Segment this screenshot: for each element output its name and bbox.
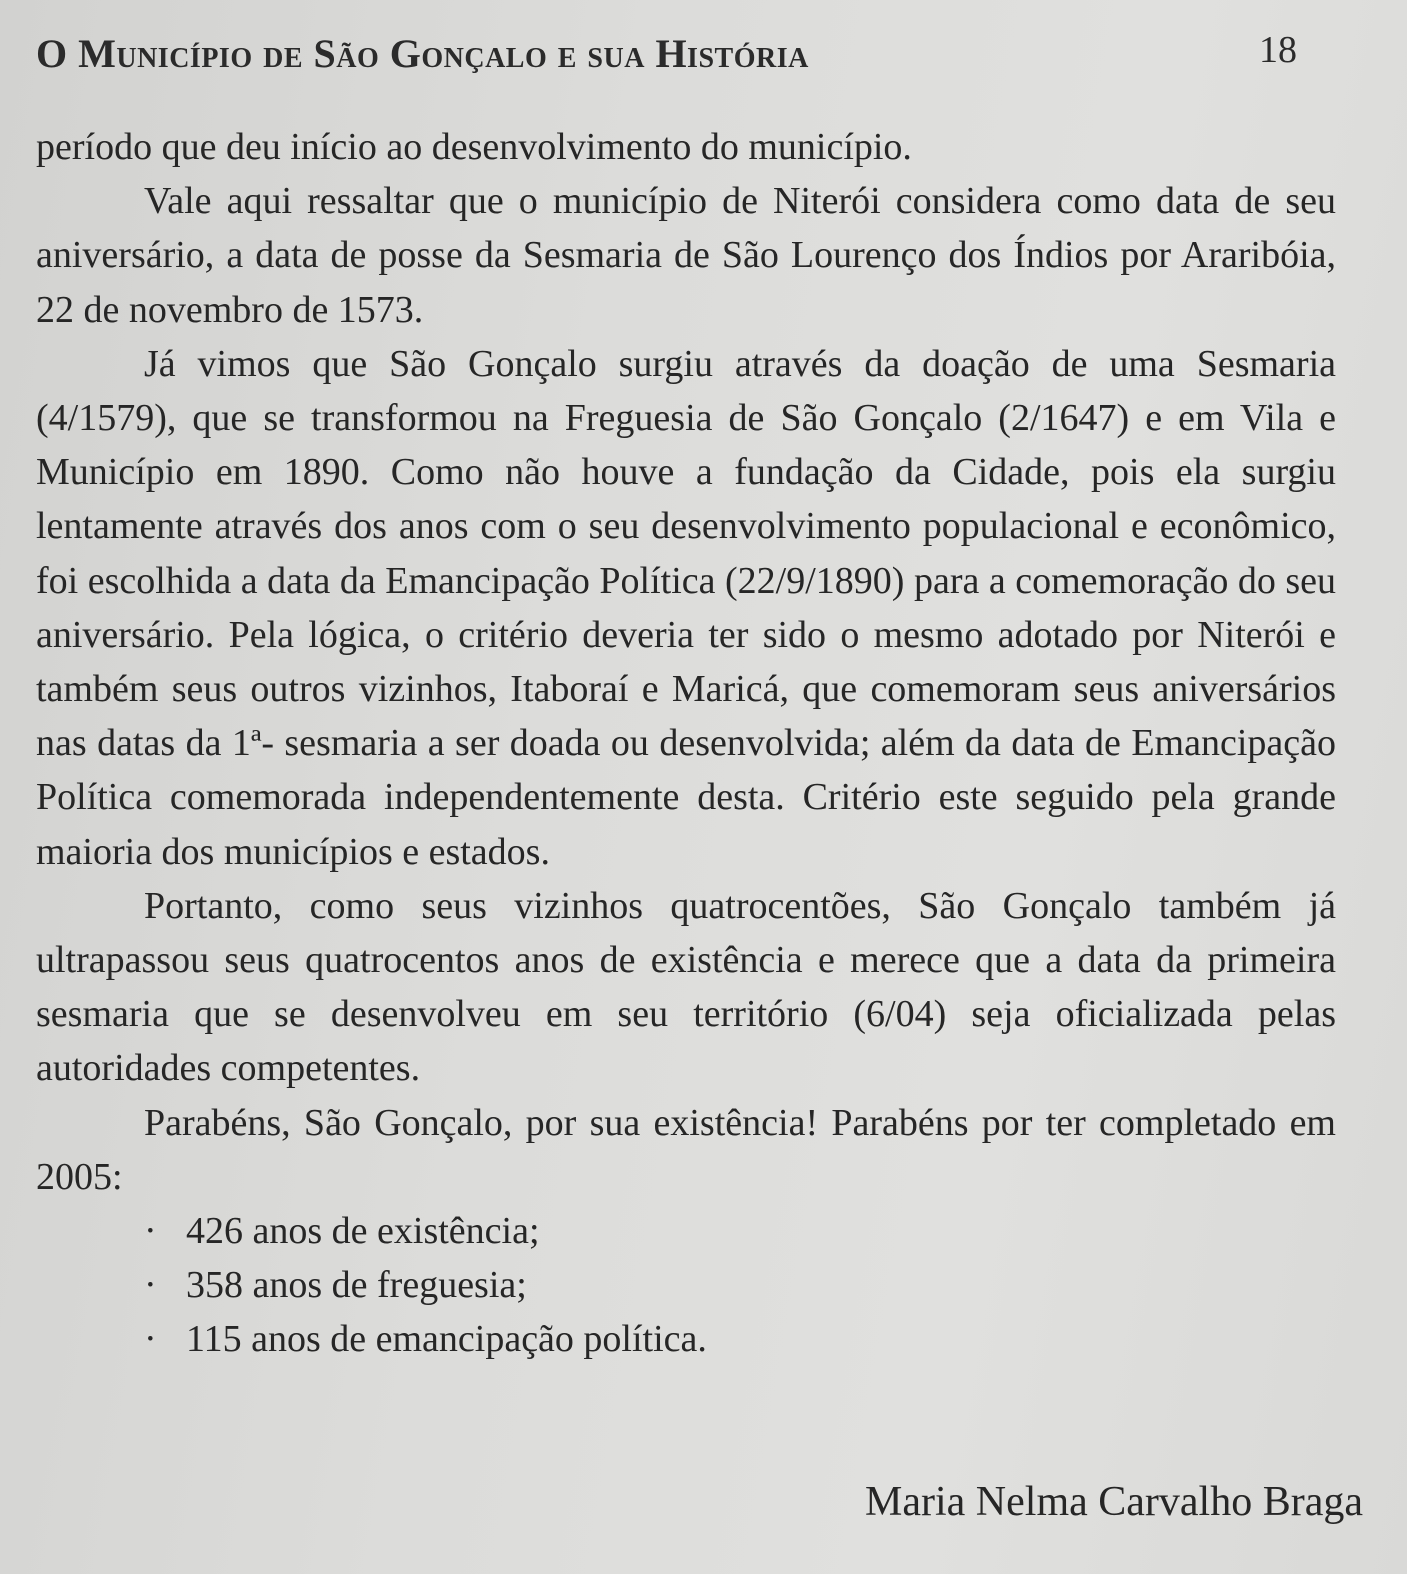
bullet-icon: ·: [144, 1210, 157, 1253]
bullet-icon: ·: [144, 1318, 157, 1361]
anniversary-list: [36, 1204, 1336, 1367]
running-title: O Município de São Gonçalo e sua História: [36, 31, 809, 76]
list-item-text: 426 anos de existência;: [186, 1210, 540, 1253]
paragraph-history: Já vimos que São Gonçalo surgiu através da doação de uma Sesmaria (4/1579), que se transformou na Freguesia de São Gonçalo (2/1647) e em Vila e Município em 1890. Como não houve a fundação da Cidade, pois ela surgiu lentamente através dos anos com o seu desenvolvimento populacional e econômico, foi escolhida a data da Emancipação Política (22/9/1890) para a comemoração do seu aniversário. Pela lógica, o critério deveria ter sido o mesmo adotado por Niterói e também seus outros vizinhos, Itaboraí e Maricá, que comemoram seus aniversários nas datas da 1ª- sesmaria a ser doada ou desenvolvida; além da data de Emancipação Política comemorada independentemente desta. Critério este seguido pela grande maioria dos municípios e estados.: [36, 342, 1336, 873]
paragraph-continuation: período que deu início ao desenvolvimento do município.: [36, 126, 912, 168]
list-item-text: 115 anos de emancipação política.: [186, 1318, 707, 1361]
list-item: [144, 1258, 1336, 1312]
bullet-icon: ·: [144, 1264, 157, 1307]
list-item: [144, 1204, 1336, 1258]
list-item-text: 358 anos de freguesia;: [186, 1264, 527, 1307]
list-item: [144, 1312, 1336, 1366]
paragraph-niteroi: Vale aqui ressaltar que o município de Niterói considera como data de seu aniversário, a data de posse da Sesmaria de São Lourenço dos Índios por Araribóia, 22 de novembro de 1573.: [36, 180, 1336, 331]
paragraph-conclusion: Portanto, como seus vizinhos quatrocentões, São Gonçalo também já ultrapassou seus quatrocentos anos de existência e merece que a data da primeira sesmaria que se desenvolveu em seu território (6/04) seja oficializada pelas autoridades competentes.: [36, 884, 1336, 1090]
body-text: [36, 120, 1336, 1367]
author-signature: Maria Nelma Carvalho Braga: [865, 1479, 1363, 1525]
page-number: 18: [1259, 29, 1297, 71]
paragraph-congratulations: Parabéns, São Gonçalo, por sua existência! Parabéns por ter completado em 2005:: [36, 1101, 1336, 1198]
page-header: [36, 26, 1297, 86]
